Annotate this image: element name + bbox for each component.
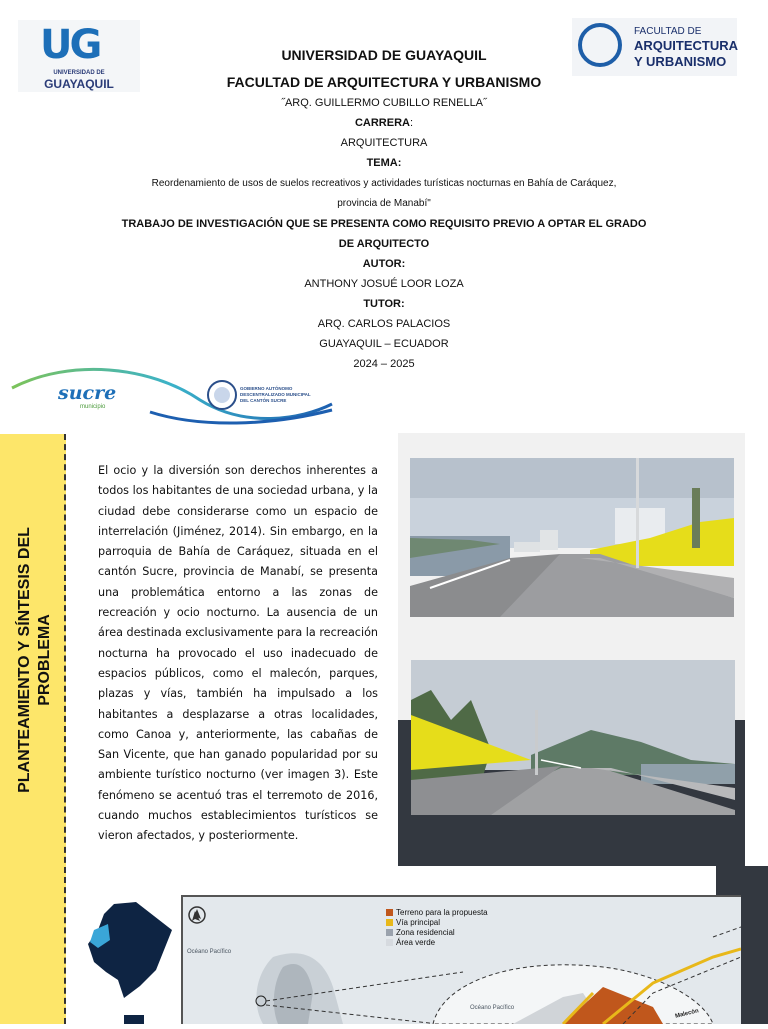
career-label: CARRERA — [354, 117, 410, 129]
gad-line3: DEL CANTÓN SUCRE — [240, 398, 287, 403]
legend-swatch-terreno — [386, 909, 393, 916]
topic-line1: Reordenamiento de usos de suelos recreativos y actividades turísticas nocturnas en Bahía de Caráquez, — [151, 178, 617, 189]
sucre-logo-sub: municipio — [80, 404, 106, 410]
legend-item — [386, 918, 488, 928]
malecon-label: Malecón — [674, 1008, 700, 1020]
sucre-logo-name: sucre — [58, 382, 117, 404]
honoree-name: ˝ARQ. GUILLERMO CUBILLO RENELLA˝ — [281, 97, 487, 109]
ug-logo-line1: UNIVERSIDAD DE — [53, 70, 105, 76]
legend-item — [386, 928, 488, 938]
legend-item — [386, 908, 488, 918]
legend-label: Terreno para la propuesta — [396, 908, 488, 917]
problem-paragraph: El ocio y la diversión son derechos inherentes a todos los habitantes de una sociedad urbana, y la ciudad debe considerarse como un espacio de interrelación (Jiménez, 2014). Sin embargo, en la parroquia de Bahía de Caráquez, situada en el cantón Sucre, provincia de Manabí, se presenta una problemática entorno a las zonas de recreación y ocio nocturno. La ausencia de un área destinada exclusivamente para la recreación nocturna ha provocado el uso inadecuado de espacios públicos, como el malecón, parques, plazas y vías, también ha impulsado a los habitantes a desplazarse a otras localidades, como Canoa y, anteriormente, las cabañas de San Vicente, que han ganado popularidad por su ambiente turístico nocturno (ver imagen 3). Este fenómeno se acentuó tras el terremoto de 2016, cuando muchos establecimientos turísticos se vieron afectados, y posteriormente. — [98, 464, 379, 843]
university-name: UNIVERSIDAD DE GUAYAQUIL — [281, 47, 487, 63]
fau-logo-line2: ARQUITECTURA — [634, 38, 738, 53]
legend-swatch-verde — [386, 939, 393, 946]
fau-logo-line3: Y URBANISMO — [634, 54, 727, 69]
ocean-label-left: Océano Pacífico — [187, 949, 232, 955]
ocean-label-right: Océano Pacífico — [470, 1005, 515, 1011]
section-title-line1: PLANTEAMIENTO Y SÍNTESIS DEL — [16, 527, 33, 793]
street-photo-2 — [411, 660, 735, 815]
section-title — [15, 435, 55, 885]
legend-label: Área verde — [396, 938, 436, 947]
fau-logo-line1: FACULTAD DE — [634, 26, 702, 37]
place: GUAYAQUIL – ECUADOR — [319, 338, 449, 350]
work-line2: DE ARQUITECTO — [338, 238, 430, 250]
map-fragment — [124, 1015, 144, 1024]
career-colon: : — [409, 117, 414, 129]
topic-line2: provincia de Manabí" — [337, 198, 431, 209]
tutor-name: ARQ. CARLOS PALACIOS — [317, 318, 451, 330]
work-line1: TRABAJO DE INVESTIGACIÓN QUE SE PRESENTA COMO REQUISITO PREVIO A OPTAR EL GRADO — [121, 218, 647, 230]
period: 2024 – 2025 — [353, 358, 415, 370]
topic-label: TEMA: — [366, 157, 402, 169]
legend-label: Vía principal — [396, 918, 441, 927]
legend-swatch-via — [386, 919, 393, 926]
author-name: ANTHONY JOSUÉ LOOR LOZA — [304, 278, 464, 290]
street-photo-1 — [410, 458, 734, 617]
section-title-line2: PROBLEMA — [36, 614, 53, 706]
author-label: AUTOR: — [362, 258, 406, 270]
ug-logo-letters: UG — [40, 22, 100, 68]
career-value: ARQUITECTURA — [340, 137, 428, 149]
sucre-municipality-logo — [10, 360, 335, 430]
ug-logo-line2: GUAYAQUIL — [44, 77, 114, 91]
legend-label: Zona residencial — [396, 928, 455, 937]
map-legend — [386, 908, 488, 948]
ecuador-map-icon — [84, 900, 176, 1000]
gad-line2: DESCENTRALIZADO MUNICIPAL — [240, 392, 311, 397]
tutor-label: TUTOR: — [363, 298, 405, 310]
legend-item — [386, 938, 488, 948]
legend-swatch-residencial — [386, 929, 393, 936]
gad-line1: GOBIERNO AUTÓNOMO — [240, 386, 293, 391]
career-label-row — [120, 117, 648, 129]
section-divider — [64, 434, 66, 1024]
faculty-name: FACULTAD DE ARQUITECTURA Y URBANISMO — [226, 74, 542, 90]
